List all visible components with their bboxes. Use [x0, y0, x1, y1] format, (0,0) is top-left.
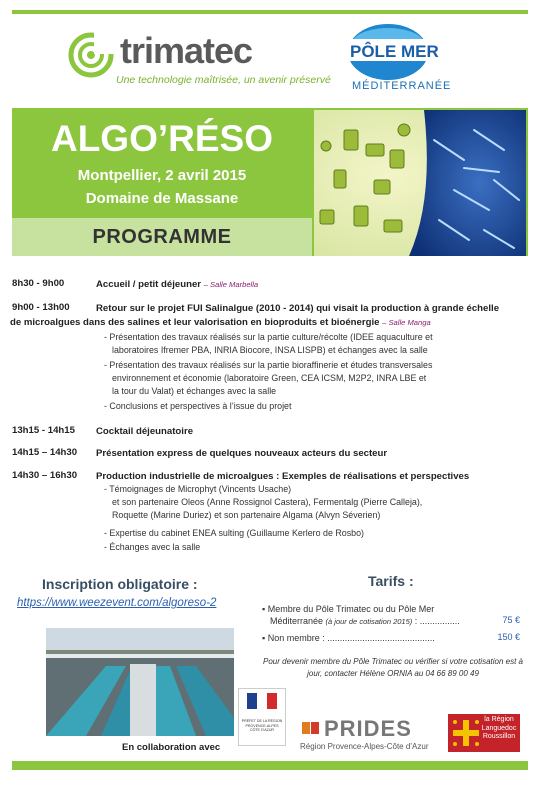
session-title-1: Accueil / petit déjeuner – Salle Marbella: [96, 279, 259, 290]
time-slot-3: 13h15 - 14h15: [12, 425, 75, 436]
event-title: ALGO’RÉSO: [50, 118, 274, 159]
registration-link[interactable]: https://www.weezevent.com/algoreso-2: [17, 597, 217, 609]
bottom-green-bar: [12, 761, 528, 770]
prefecture-caption: PRÉFET DE LA RÉGION PROVENCE-ALPES CÔTE D'AZUR: [241, 719, 283, 732]
time-slot-5: 14h30 – 16h30: [12, 470, 78, 481]
inscription-heading: Inscription obligatoire :: [42, 576, 198, 592]
time-slot-1: 8h30 - 9h00: [12, 278, 65, 289]
trimatec-logo: [68, 30, 331, 90]
membership-note: Pour devenir membre du Pôle Trimatec ou vérifier si votre cotisation est à jour, contacter Hélène ORNIA au 04 66 89 00 49: [263, 657, 523, 678]
bullet-5-3: - Échanges avec la salle: [104, 542, 201, 552]
room-label: – Salle Marbella: [203, 280, 259, 289]
session-title-2: Retour sur le projet FUI Salinalgue (2010 - 2014) qui visait la production à grande échelle de microalgues dans des salines et leur valorisation en bioproduits et bioénergie – Salle Manga: [10, 303, 500, 328]
time-slot-4: 14h15 – 14h30: [12, 447, 78, 458]
session-title-3: Cocktail déjeunatoire: [96, 426, 194, 437]
pole-mer-wordmark: PÔLE MER: [350, 42, 439, 61]
event-venue: Domaine de Massane: [85, 190, 239, 207]
prides-subtitle: Région Provence-Alpes-Côte d’Azur: [300, 742, 429, 751]
room-label: – Salle Manga: [382, 318, 431, 327]
prides-mark-icon: [300, 716, 322, 738]
microalgae-photo: [314, 110, 526, 256]
time-slot-2: 9h00 - 13h00: [12, 302, 70, 313]
event-date: Montpellier, 2 avril 2015: [77, 167, 247, 184]
bullet-2-3: - Conclusions et perspectives à l’issue du projet: [104, 401, 292, 411]
pole-mer-subtitle: MÉDITERRANÉE: [352, 80, 452, 92]
bullet-2-2: - Présentation des travaux réalisés sur la partie bioraffinerie et études transversales environnement et économie (laboratoire Green, CEA ICSM, M2P2, INRA LBE et la tour du Valat) et échanges avec la salle: [104, 360, 433, 396]
tarifs-heading: Tarifs :: [368, 573, 414, 589]
trimatec-tagline: Une technologie maîtrisée, un avenir préservé: [116, 74, 331, 86]
marianne-flag-icon: [239, 689, 285, 717]
bullet-2-1: - Présentation des travaux réalisés sur la partie culture/récolte (IDEE aquaculture et laboratoires Ifremer PBA, INRIA Biocore, INSA LISPB) et échanges avec la salle: [104, 332, 433, 355]
bullet-5-1: - Témoignages de Microphyt (Vincents Usache) et son partenaire Oleos (Anne Rossignol Castera), Fermentalg (Pierre Calleja), Roquette (Marine Duriez) et son partenaire Algama (Alvyn Séverien): [104, 484, 423, 520]
session-title-4: Présentation express de quelques nouveaux acteurs du secteur: [96, 448, 388, 459]
tarif-non-member-price: 150 €: [497, 632, 520, 642]
programme-heading: PROGRAMME: [92, 226, 232, 248]
occitan-cross-icon: [451, 718, 481, 748]
bullet-5-2: - Expertise du cabinet ENEA sulting (Guillaume Kerlero de Rosbo): [104, 528, 364, 538]
tarif-member: ▪ Membre du Pôle Trimatec ou du Pôle Mer Méditerranée (à jour de cotisation 2015) : ................: [262, 604, 460, 626]
top-green-bar: [12, 10, 528, 14]
trimatec-wordmark: trimatec: [120, 30, 253, 71]
prides-logo: PRIDES: [324, 716, 412, 741]
collaboration-label: En collaboration avec: [122, 742, 221, 753]
trimatec-mark-icon: [68, 32, 114, 78]
microalgae-farm-photo: [46, 628, 234, 736]
pole-mer-logo: [340, 22, 450, 102]
tarif-member-price: 75 €: [502, 615, 520, 625]
session-title-5: Production industrielle de microalgues : Exemples de réalisations et perspectives: [96, 471, 470, 482]
region-name: la Région Languedoc Roussillon: [481, 716, 517, 740]
prefecture-logo: [238, 688, 286, 746]
tarif-non-member: ▪ Non membre : ...........................................: [262, 633, 435, 643]
